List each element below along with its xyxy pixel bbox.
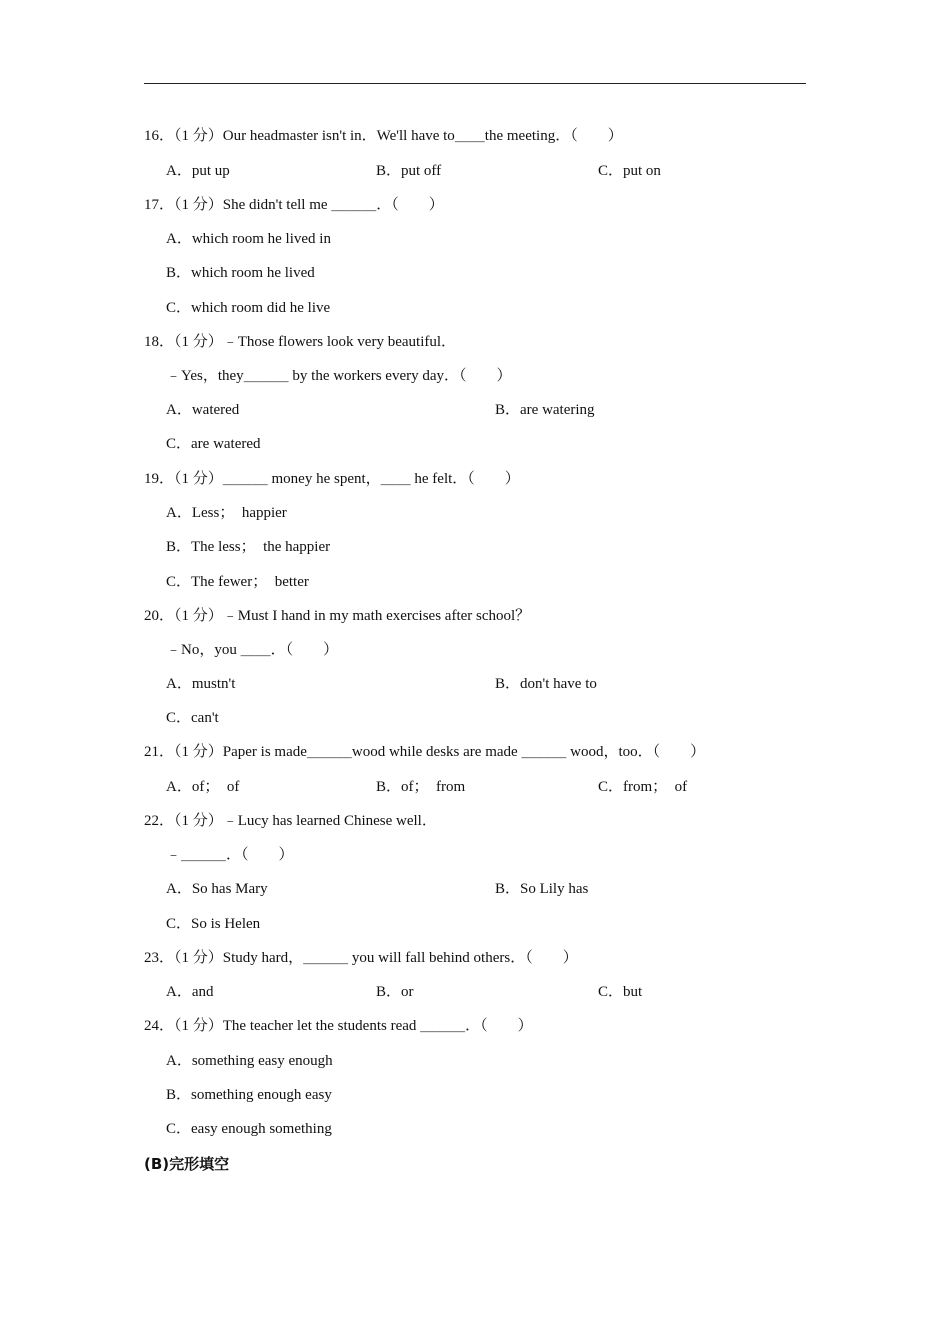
question-19-stem: 19．（1 分）＿＿＿ money he spent，＿＿ he felt．（ ） — [144, 471, 520, 487]
question-20-option-a[interactable]: A．mustn't — [166, 676, 236, 692]
question-21-stem: 21．（1 分）Paper is made＿＿＿wood while desks are made ＿＿＿ wood，too．（ ） — [144, 744, 706, 760]
question-16-stem: 16．（1 分）Our headmaster isn't in．We'll have to＿＿the meeting．（ ） — [144, 128, 623, 144]
question-21-option-a[interactable]: A．of； of — [166, 779, 240, 795]
question-22-option-c[interactable]: C．So is Helen — [166, 916, 261, 932]
question-17-option-c[interactable]: C．which room did he live — [166, 300, 331, 316]
question-24-option-b[interactable]: B．something enough easy — [166, 1087, 332, 1103]
question-16-option-b[interactable]: B．put off — [376, 163, 442, 179]
question-18-stem: 18．（1 分）﹣Those flowers look very beautiful． — [144, 334, 457, 350]
question-19-option-a[interactable]: A．Less； happier — [166, 505, 287, 521]
question-17-stem: 17．（1 分）She didn't tell me ＿＿＿．（ ） — [144, 197, 444, 213]
question-23-option-c[interactable]: C．but — [598, 984, 643, 1000]
question-19-option-c[interactable]: C．The fewer； better — [166, 574, 309, 590]
question-22-response: ﹣＿＿＿．（ ） — [166, 847, 294, 863]
question-22-option-a[interactable]: A．So has Mary — [166, 881, 268, 897]
question-23-option-b[interactable]: B．or — [376, 984, 414, 1000]
question-17-option-a[interactable]: A．which room he lived in — [166, 231, 331, 247]
question-16-option-a[interactable]: A．put up — [166, 163, 230, 179]
header-rule — [144, 83, 806, 84]
question-24-stem: 24．（1 分）The teacher let the students read ＿＿＿．（ ） — [144, 1018, 533, 1034]
question-17-option-b[interactable]: B．which room he lived — [166, 265, 315, 281]
question-21-option-c[interactable]: C．from； of — [598, 779, 688, 795]
question-20-response: ﹣No，you ＿＿．（ ） — [166, 642, 339, 658]
question-24-option-a[interactable]: A．something easy enough — [166, 1053, 333, 1069]
question-18-response: ﹣Yes，they＿＿＿ by the workers every day．（ ） — [166, 368, 512, 384]
question-20-option-b[interactable]: B．don't have to — [495, 676, 597, 692]
question-18-option-c[interactable]: C．are watered — [166, 436, 261, 452]
question-19-option-b[interactable]: B．The less； the happier — [166, 539, 331, 555]
question-22-option-b[interactable]: B．So Lily has — [495, 881, 589, 897]
question-18-option-b[interactable]: B．are watering — [495, 402, 595, 418]
question-24-option-c[interactable]: C．easy enough something — [166, 1121, 332, 1137]
question-23-stem: 23．（1 分）Study hard，＿＿＿ you will fall behind others．（ ） — [144, 950, 578, 966]
question-23-option-a[interactable]: A．and — [166, 984, 214, 1000]
question-20-stem: 20．（1 分）﹣Must I hand in my math exercises after school？ — [144, 608, 531, 624]
question-18-option-a[interactable]: A．watered — [166, 402, 240, 418]
question-16-option-c[interactable]: C．put on — [598, 163, 661, 179]
question-21-option-b[interactable]: B．of； from — [376, 779, 466, 795]
question-20-option-c[interactable]: C．can't — [166, 710, 219, 726]
question-22-stem: 22．（1 分）﹣Lucy has learned Chinese well． — [144, 813, 437, 829]
section-title: (B)完形填空 — [144, 1155, 230, 1173]
